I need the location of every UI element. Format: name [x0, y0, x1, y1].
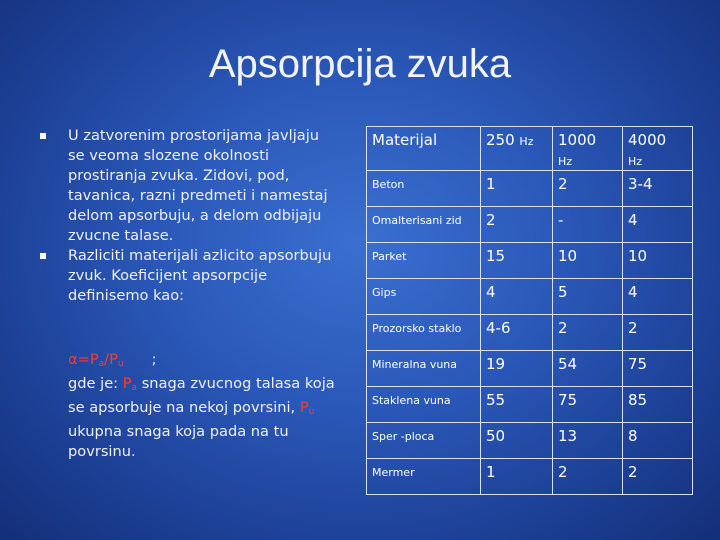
row-value-4000: 4: [623, 279, 693, 315]
row-value-1000: 54: [553, 351, 623, 387]
bullet-text: Razliciti materijali azlicito apsorbuju zvuk. Koeficijent apsorpcije definisemo kao:: [68, 247, 332, 304]
pa-sub: a: [131, 383, 138, 393]
row-value-4000: 8: [623, 423, 693, 459]
header-material: Materijal: [367, 127, 481, 171]
row-value-1000: 2: [553, 315, 623, 351]
formula-sub-a: a: [98, 359, 105, 369]
bullet-item: [40, 126, 340, 246]
row-material: Parket: [367, 243, 481, 279]
header-4000-value: 4000: [628, 131, 667, 149]
formula-sub-u: u: [117, 359, 124, 369]
row-value-250: 1: [481, 459, 553, 495]
row-value-4000: 10: [623, 243, 693, 279]
header-250: [481, 127, 553, 171]
row-material: Omalterisani zid: [367, 207, 481, 243]
header-4000-unit: Hz: [628, 155, 643, 168]
formula-semicolon: ;: [151, 351, 157, 368]
explanation-text: ukupna snaga koja pada na tu povrsinu.: [68, 423, 289, 460]
absorption-table: [366, 126, 693, 495]
square-bullet-icon: [40, 133, 46, 139]
row-value-4000: 75: [623, 351, 693, 387]
row-value-4000: 85: [623, 387, 693, 423]
table-row: [367, 243, 693, 279]
table-header-row: [367, 127, 693, 171]
row-value-250: 4: [481, 279, 553, 315]
header-1000-value: 1000: [558, 131, 597, 149]
row-value-250: 4-6: [481, 315, 553, 351]
pu-sub: u: [308, 407, 315, 417]
header-250-value: 250: [486, 131, 515, 149]
formula-slash: /P: [104, 351, 118, 368]
row-value-1000: 5: [553, 279, 623, 315]
row-value-250: 2: [481, 207, 553, 243]
slide-title: Apsorpcija zvuka: [208, 42, 512, 86]
row-value-1000: 75: [553, 387, 623, 423]
header-1000: [553, 127, 623, 171]
row-material: Gips: [367, 279, 481, 315]
row-value-4000: 2: [623, 459, 693, 495]
row-material: Mineralna vuna: [367, 351, 481, 387]
formula-explanation: [68, 374, 340, 462]
explanation-text: snaga zvucnog talasa koja se apsorbuje na nekoj povrsini,: [68, 375, 335, 416]
row-material: Beton: [367, 171, 481, 207]
pa-symbol: P: [122, 375, 132, 392]
formula-alpha: α: [68, 351, 78, 368]
row-value-1000: 13: [553, 423, 623, 459]
row-value-1000: 10: [553, 243, 623, 279]
formula-block: [68, 350, 340, 462]
table-row: [367, 279, 693, 315]
table-row: [367, 387, 693, 423]
square-bullet-icon: [40, 253, 46, 259]
bullet-text: U zatvorenim prostorijama javljaju se veoma slozene okolnosti prostiranja zvuka. Zidovi, pod, tavanica, razni predmeti i namestaj delom apsorbuju, a delom odbijaju zvucne talase.: [68, 127, 328, 244]
row-value-1000: -: [553, 207, 623, 243]
row-value-1000: 2: [553, 171, 623, 207]
header-1000-unit: Hz: [558, 155, 573, 168]
table-row: [367, 171, 693, 207]
table-row: [367, 423, 693, 459]
table-row: [367, 351, 693, 387]
row-value-4000: 2: [623, 315, 693, 351]
row-value-250: 19: [481, 351, 553, 387]
row-value-250: 1: [481, 171, 553, 207]
row-material: Sper -ploca: [367, 423, 481, 459]
formula-line: [68, 350, 340, 374]
row-material: Staklena vuna: [367, 387, 481, 423]
row-value-4000: 4: [623, 207, 693, 243]
header-250-unit: Hz: [519, 135, 534, 148]
row-material: Prozorsko staklo: [367, 315, 481, 351]
bullet-item: [40, 246, 340, 306]
explanation-text: gde je:: [68, 375, 123, 392]
bullet-list: [40, 126, 340, 306]
row-value-4000: 3-4: [623, 171, 693, 207]
row-value-250: 55: [481, 387, 553, 423]
pu-symbol: P: [299, 399, 309, 416]
formula-eq: =P: [77, 351, 99, 368]
row-material: Mermer: [367, 459, 481, 495]
row-value-250: 50: [481, 423, 553, 459]
table-row: [367, 207, 693, 243]
table-row: [367, 459, 693, 495]
row-value-1000: 2: [553, 459, 623, 495]
header-4000: [623, 127, 693, 171]
table-row: [367, 315, 693, 351]
row-value-250: 15: [481, 243, 553, 279]
